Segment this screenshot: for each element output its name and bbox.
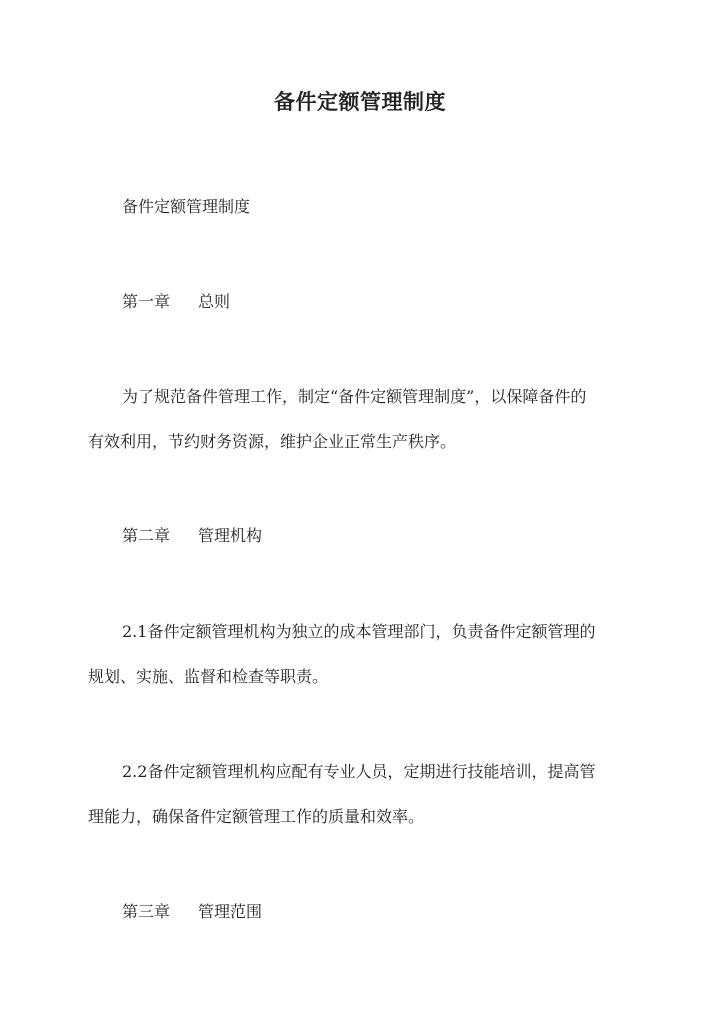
document-subtitle: 备件定额管理制度 [122,197,251,216]
chapter-name: 管理范围 [198,902,263,921]
chapter-number: 第一章 [122,292,171,311]
document-title: 备件定额管理制度 [274,89,446,114]
chapter-heading-1 [122,291,230,313]
chapter-name: 总则 [198,292,231,311]
paragraph-line: 2.2备件定额管理机构应配有专业人员，定期进行技能培训，提高管 [122,762,596,781]
paragraph-line: 为了规范备件管理工作，制定“备件定额管理制度”，以保障备件的 [122,387,587,406]
chapter-heading-3 [122,901,262,923]
paragraph-line: 理能力，确保备件定额管理工作的质量和效率。 [88,807,425,826]
paragraph-line: 2.1备件定额管理机构为独立的成本管理部门，负责备件定额管理的 [122,622,596,641]
chapter-number: 第三章 [122,902,171,921]
chapter-number: 第二章 [122,526,171,545]
chapter-name: 管理机构 [198,526,263,545]
paragraph-line: 规划、实施、监督和检查等职责。 [88,667,329,686]
paragraph-line: 有效利用，节约财务资源，维护企业正常生产秩序。 [88,432,457,451]
chapter-heading-2 [122,525,262,547]
